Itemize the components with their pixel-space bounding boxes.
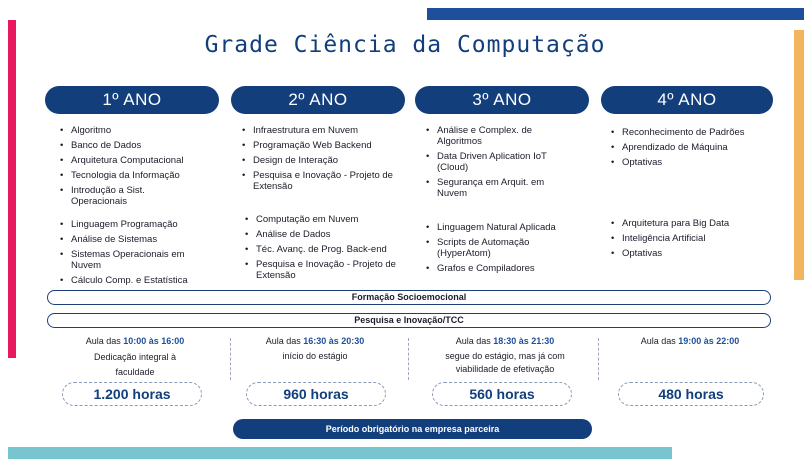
column-separator [408,338,409,380]
course-item: • Arquitetura Computacional [58,155,228,166]
course-item: • Cálculo Comp. e Estatística [58,275,228,286]
year-1-header: 1º ANO [45,86,219,114]
year-3-course-list-bottom [424,222,594,278]
year-3-course-list-top [424,125,584,203]
column-separator [598,338,599,380]
course-item: • Segurança em Arquit. em Nuvem [424,177,555,199]
year-3-hours: 560 horas [432,382,572,406]
year-4-hours: 480 horas [618,382,764,406]
course-item: • Linguagem Programação [58,219,228,230]
year-4-course-list-top [609,127,779,172]
schedule-time: 16:30 às 20:30 [303,336,365,346]
year-4-header: 4º ANO [601,86,773,114]
page-title: Grade Ciência da Computação [204,32,606,58]
schedule-time: 19:00 às 22:00 [678,336,740,346]
year-3-schedule [420,335,590,376]
course-item: • Aprendizado de Máquina [609,142,779,153]
course-item: • Pesquisa e Inovação - Projeto de Extensão [240,170,395,192]
schedule-time-line: Aula das 19:00 às 22:00 [640,336,740,346]
year-3-header: 3º ANO [415,86,589,114]
course-item: • Scripts de Automação (HyperAtom) [424,237,565,259]
course-item: • Análise de Sistemas [58,234,228,245]
year-2-hours: 960 horas [246,382,386,406]
course-item: • Banco de Dados [58,140,228,151]
schedule-time: 18:30 às 21:30 [493,336,555,346]
year-1-schedule [60,335,210,380]
course-item: • Pesquisa e Inovação - Projeto de Extensão [243,259,398,281]
course-item: • Grafos e Compiladores [424,263,594,274]
year-2-header: 2º ANO [231,86,405,114]
research-tcc-bar: Pesquisa e Inovação/TCC [47,313,771,328]
column-separator [230,338,231,380]
course-item: • Inteligência Artificial [609,233,779,244]
course-item: • Linguagem Natural Aplicada [424,222,594,233]
course-item: • Arquitetura para Big Data [609,218,779,229]
year-1-course-list-top [58,125,228,211]
course-item: • Programação Web Backend [240,140,410,151]
internship-period-banner: Período obrigatório na empresa parceira [233,419,592,439]
socioemotional-bar: Formação Socioemocional [47,290,771,305]
decorative-blue-bar [427,8,804,20]
schedule-note: início do estágio [282,351,348,361]
schedule-note: segue do estágio, mas já com viabilidade de efetivação [445,351,565,374]
year-4-course-list-bottom [609,218,779,263]
schedule-note: Dedicação integral à faculdade [93,352,177,377]
course-item: • Data Driven Aplication IoT (Cloud) [424,151,565,173]
course-item: • Infraestrutura em Nuvem [240,125,410,136]
course-item: • Optativas [609,248,779,259]
decorative-pink-bar [8,20,16,358]
course-item: • Algoritmo [58,125,228,136]
course-item: • Introdução a Sist. Operacionais [58,185,161,207]
course-item: • Tecnologia da Informação [58,170,228,181]
decorative-orange-bar [794,30,804,280]
decorative-teal-bar [8,447,672,459]
year-2-course-list-top [240,125,410,196]
course-item: • Optativas [609,157,779,168]
year-1-course-list-bottom [58,219,228,290]
course-item: • Computação em Nuvem [243,214,413,225]
course-item: • Análise e Complex. de Algoritmos [424,125,555,147]
schedule-time: 10:00 às 16:00 [123,336,185,346]
course-item: • Sistemas Operacionais em Nuvem [58,249,201,271]
year-2-schedule [240,335,390,363]
schedule-time-line: Aula das 16:30 às 20:30 [265,336,365,346]
schedule-time-line: Aula das 18:30 às 21:30 [455,336,555,346]
course-item: • Téc. Avanç. de Prog. Back-end [243,244,413,255]
course-item: • Design de Interação [240,155,410,166]
year-2-course-list-bottom [243,214,413,285]
year-1-hours: 1.200 horas [62,382,202,406]
schedule-time-line: Aula das 10:00 às 16:00 [85,336,185,346]
year-4-schedule [610,335,770,348]
course-item: • Análise de Dados [243,229,413,240]
course-item: • Reconhecimento de Padrões [609,127,779,138]
